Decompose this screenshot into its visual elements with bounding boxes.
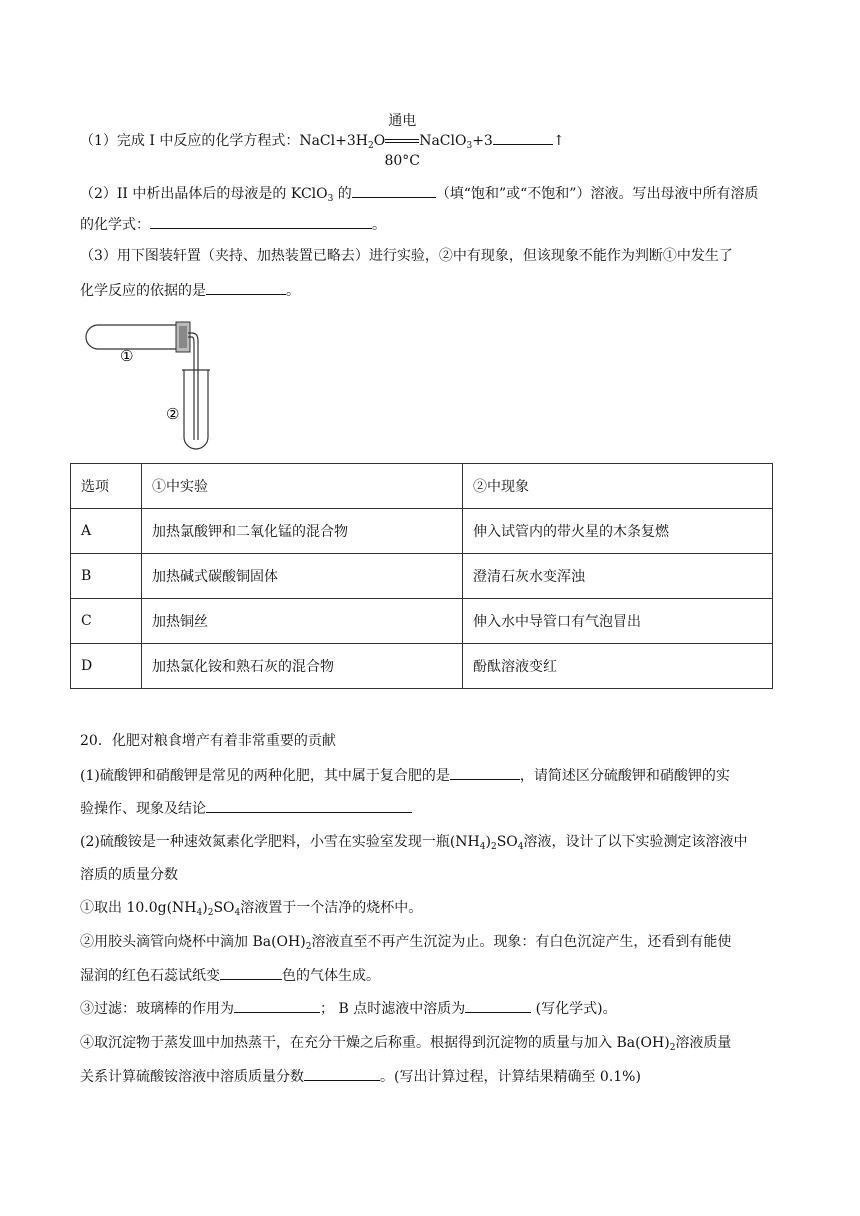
q20-text: ④取沉淀物于蒸发皿中加热蒸干，在充分干燥之后称重。根据得到沉淀物的质量与加入 Ba(OH) — [80, 1035, 670, 1051]
q20-text: ，请简述区分硫酸钾和硝酸钾的实 — [519, 768, 730, 784]
q19-p2-text: 的 — [333, 186, 352, 202]
subscript: 2 — [490, 842, 497, 852]
subscript: 2 — [207, 908, 214, 918]
q19-part2-line1 — [80, 183, 758, 204]
table-cell: A — [71, 509, 142, 554]
table-row — [71, 509, 773, 554]
q20-text: ③过滤：玻璃棒的作用为 — [80, 1001, 234, 1017]
q20-text: 溶液置于一个洁净的烧杯中。 — [240, 900, 423, 916]
q20-text: 溶液直至不再产生沉淀为止。现象：有白色沉淀产生，还看到有能使 — [311, 934, 732, 950]
apparatus-figure — [80, 315, 220, 455]
q20-text: SO — [213, 900, 235, 916]
q20-text: 关系计算硫酸铵溶液中溶质质量分数 — [80, 1069, 304, 1085]
q20-step1 — [80, 898, 422, 918]
condition-top: 通电 — [388, 113, 417, 129]
q20-text: 色的气体生成。 — [282, 968, 380, 984]
table-cell: 加热氯酸钾和二氧化锰的混合物 — [142, 509, 463, 554]
q20-text: 溶液，设计了以下实验测定该溶液中 — [523, 834, 748, 850]
subscript: 4 — [479, 842, 486, 852]
q20-text: 验操作、现象及结论 — [80, 801, 206, 817]
q20-text: SO — [496, 834, 518, 850]
test-tube-2 — [184, 370, 208, 449]
q20-step2-line1 — [80, 932, 731, 952]
q20-text: (写化学式)。 — [531, 1001, 617, 1017]
answer-blank[interactable] — [352, 183, 436, 198]
subscript: 3 — [466, 141, 473, 151]
table-cell: B — [71, 554, 142, 599]
table-row — [71, 599, 773, 644]
q20-s1-line2 — [80, 798, 412, 819]
subscript: 3 — [327, 194, 334, 204]
q19-p2-text: 。 — [372, 217, 386, 233]
q20-text: ； B 点时滤液中溶质为 — [320, 1001, 466, 1017]
answer-blank[interactable] — [493, 130, 553, 145]
answer-blank[interactable] — [220, 965, 282, 980]
answer-blank[interactable] — [206, 280, 286, 295]
q20-text: (2)硫酸铵是一种速效氮素化学肥料，小雪在实验室发现一瓶(NH — [80, 834, 480, 850]
answer-blank[interactable] — [465, 998, 531, 1013]
table-header-cell: ②中现象 — [463, 464, 773, 509]
q19-p1-product: NaClO — [419, 133, 467, 149]
subscript: 4 — [196, 908, 203, 918]
q20-text: ②用胶头滴管向烧杯中滴加 Ba(OH) — [80, 934, 306, 950]
table-cell: 加热氯化铵和熟石灰的混合物 — [142, 644, 463, 689]
table-cell: 澄清石灰水变浑浊 — [463, 554, 773, 599]
answer-blank[interactable] — [304, 1066, 380, 1081]
q19-part3-line1 — [80, 246, 733, 266]
q20-step4-line2 — [80, 1066, 641, 1087]
q20-step3 — [80, 998, 617, 1019]
table-cell: C — [71, 599, 142, 644]
q20-text: ①取出 10.0g(NH — [80, 900, 197, 916]
label-tube-1: ① — [120, 347, 134, 365]
reaction-condition — [384, 113, 420, 169]
q19-p1-plus: +3 — [472, 133, 493, 149]
answer-blank[interactable] — [150, 214, 372, 229]
table-row — [71, 554, 773, 599]
table-header-cell: ①中实验 — [142, 464, 463, 509]
q19-p3-text: 。 — [286, 283, 300, 299]
q20-text: 溶质的质量分数 — [80, 867, 178, 883]
answer-blank[interactable] — [206, 798, 412, 813]
q20-step2-line2 — [80, 965, 380, 986]
q19-p2-text: （填“饱和”或“不饱和”）溶液。写出母液中所有溶质 — [435, 186, 759, 202]
q20-step4-line1 — [80, 1033, 731, 1053]
q20-text: ) — [485, 834, 491, 850]
q19-p2-text: （2）II 中析出晶体后的母液是的 KClO — [80, 186, 328, 202]
q20-text: 。(写出计算过程，计算结果精确至 0.1%) — [380, 1069, 641, 1085]
equals-bar — [385, 142, 419, 143]
q20-s1-line1 — [80, 765, 730, 786]
q19-p1-text: （1）完成 I 中反应的化学方程式：NaCl+3H — [80, 133, 368, 149]
q20-title-text: 20．化肥对粮食增产有着非常重要的贡献 — [80, 733, 336, 749]
table-cell: D — [71, 644, 142, 689]
q20-text: ) — [202, 900, 208, 916]
table-cell: 酚酞溶液变红 — [463, 644, 773, 689]
q20-s2-line1 — [80, 832, 748, 852]
subscript: 4 — [517, 842, 524, 852]
table-header-row — [71, 464, 773, 509]
answer-blank[interactable] — [234, 998, 320, 1013]
gas-arrow: ↑ — [552, 133, 565, 149]
q19-p1-o: O — [373, 133, 386, 149]
q19-p3-text: 化学反应的依据的是 — [80, 283, 206, 299]
subscript: 4 — [234, 908, 241, 918]
q20-s2-line2 — [80, 865, 178, 885]
options-table — [70, 463, 773, 689]
equals-bar — [385, 139, 419, 140]
subscript: 2 — [305, 942, 312, 952]
subscript: 2 — [669, 1043, 676, 1053]
test-tube-1 — [86, 325, 180, 349]
q19-p2-text: 的化学式： — [80, 217, 150, 233]
q20-text: 溶液质量 — [675, 1035, 732, 1051]
table-header-cell: 选项 — [71, 464, 142, 509]
q20-text: (1)硫酸钾和硝酸钾是常见的两种化肥，其中属于复合肥的是 — [80, 768, 450, 784]
answer-blank[interactable] — [450, 765, 520, 780]
table-cell: 加热铜丝 — [142, 599, 463, 644]
table-cell: 加热碱式碳酸铜固体 — [142, 554, 463, 599]
q20-title — [80, 731, 336, 751]
table-cell: 伸入试管内的带火星的木条复燃 — [463, 509, 773, 554]
table-cell: 伸入水中导管口有气泡冒出 — [463, 599, 773, 644]
table-row — [71, 644, 773, 689]
q19-p3-text: （3）用下图装轩置（夹持、加热装置已略去）进行实验，②中有现象，但该现象不能作为判断①中发生了 — [80, 248, 733, 264]
q19-part1 — [80, 113, 565, 169]
subscript: 2 — [367, 141, 374, 151]
condition-bottom: 80°C — [384, 153, 420, 169]
label-tube-2: ② — [166, 405, 180, 423]
q19-part3-line2 — [80, 280, 300, 301]
q20-text: 湿润的红色石蕊试纸变 — [80, 968, 220, 984]
q19-part2-line2 — [80, 214, 386, 235]
